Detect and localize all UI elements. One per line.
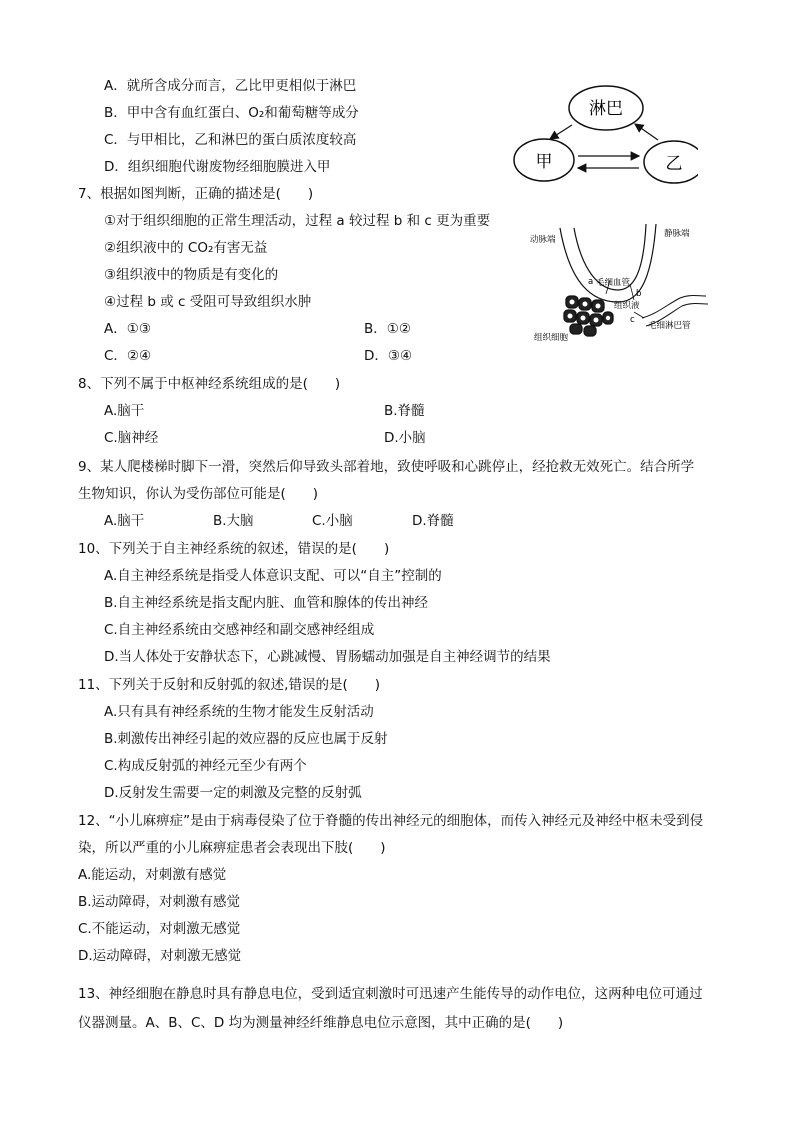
c-label: c (630, 315, 635, 325)
q11-option-a: A.只有具有神经系统的生物才能发生反射活动 (104, 704, 374, 720)
q11-option-c: C.构成反射弧的神经元至少有两个 (104, 758, 307, 774)
q10-option-d: D.当人体处于安静状态下，心跳减慢、胃肠蠕动加强是自主神经调节的结果 (104, 649, 551, 665)
q8-option-c: C.脑神经 (104, 430, 159, 446)
tissue-cells-cluster (564, 296, 613, 336)
arrow-yi-to-lymph (635, 124, 658, 140)
q12-stem-line1: 12、“小儿麻痹症”是由于病毒侵染了位于脊髓的传出神经元的细胞体，而传入神经元及神经中枢未受到侵 (78, 813, 704, 829)
q9-stem-line2: 生物知识，你认为受伤部位可能是( ) (78, 486, 319, 502)
q7-statement-1: ①对于组织细胞的正常生理活动，过程 a 较过程 b 和 c 更为重要 (104, 213, 491, 229)
arrow-lymph-to-jia (550, 125, 572, 139)
q6-option-c: C．与甲相比，乙和淋巴的蛋白质浓度较高 (104, 132, 357, 148)
q8-stem: 8、下列不属于中枢神经系统组成的是( ) (78, 376, 341, 392)
tissue-cells-label: 组织细胞 (534, 333, 569, 343)
q7-statement-3: ③组织液中的物质是有变化的 (104, 267, 279, 283)
yi-label: 乙 (665, 154, 683, 174)
q7-statement-2: ②组织液中的 CO₂有害无益 (104, 240, 268, 256)
q7-option-a: A．①③ (104, 321, 151, 337)
q9-option-a: A.脑干 (104, 513, 145, 529)
q7-stem: 7、根据如图判断，正确的描述是( ) (78, 186, 314, 202)
q12-option-a: A.能运动，对刺激有感觉 (78, 867, 227, 883)
q12-option-d: D.运动障碍，对刺激无感觉 (78, 948, 242, 964)
lymph-label: 淋巴 (589, 99, 623, 119)
q8-option-d: D.小脑 (384, 430, 426, 446)
q9-stem-line1: 9、某人爬楼梯时脚下一滑，突然后仰导致头部着地，致使呼吸和心跳停止，经抢救无效死亡。结合所学 (78, 459, 695, 475)
q10-stem: 10、下列关于自主神经系统的叙述，错误的是( ) (78, 541, 390, 557)
b-label: b (636, 289, 642, 299)
q9-option-b: B.大脑 (213, 513, 254, 529)
q7-option-d: D．③④ (364, 348, 413, 364)
q10-option-a: A.自主神经系统是指受人体意识支配、可以“自主”控制的 (104, 568, 442, 584)
q8-option-b: B.脊髓 (384, 403, 425, 419)
q7-option-c: C．②④ (104, 348, 152, 364)
q7-option-b: B．①② (364, 321, 411, 337)
q12-stem-line2: 染，所以严重的小儿麻痹症患者会表现出下肢( ) (78, 840, 386, 856)
capillary-label: 毛细血管 (596, 278, 631, 288)
q12-option-b: B.运动障碍，对刺激有感觉 (78, 894, 241, 910)
q9-option-d: D.脊髓 (412, 513, 454, 529)
q6-option-d: D．组织细胞代谢废物经细胞膜进入甲 (104, 159, 331, 175)
capillary-diagram (522, 214, 722, 346)
q13-stem-line2: 仪器测量。A、B、C、D 均为测量神经纤维静息电位示意图，其中正确的是( ) (78, 1015, 564, 1031)
q11-option-b: B.刺激传出神经引起的效应器的反应也属于反射 (104, 731, 388, 747)
tissue-fluid-label: 组织液 (614, 301, 640, 311)
q8-option-a: A.脑干 (104, 403, 145, 419)
vein-end-label: 静脉端 (664, 229, 690, 239)
a-label: a (588, 277, 594, 287)
q13-stem-line1: 13、神经细胞在静息时具有静息电位，受到适宜刺激时可迅速产生能传导的动作电位，这两种电位可通过 (78, 986, 703, 1002)
q12-option-c: C.不能运动，对刺激无感觉 (78, 921, 241, 937)
lymph-capillary-label: 毛细淋巴管 (648, 321, 691, 331)
body-fluid-diagram (508, 80, 698, 190)
lymph-capillary-top (642, 296, 706, 319)
q9-option-c: C.小脑 (312, 513, 353, 529)
q11-stem: 11、下列关于反射和反射弧的叙述,错误的是( ) (78, 677, 381, 693)
artery-end-label: 动脉端 (530, 235, 556, 245)
q11-option-d: D.反射发生需要一定的刺激及完整的反射弧 (104, 785, 362, 801)
q10-option-c: C.自主神经系统由交感神经和副交感神经组成 (104, 622, 375, 638)
q6-option-b: B．甲中含有血红蛋白、O₂和葡萄糖等成分 (104, 105, 359, 121)
jia-label: 甲 (535, 152, 553, 172)
q7-statement-4: ④过程 b 或 c 受阻可导致组织水肿 (104, 294, 312, 310)
q6-option-a: A．就所含成分而言，乙比甲更相似于淋巴 (104, 78, 357, 94)
q10-option-b: B.自主神经系统是指支配内脏、血管和腺体的传出神经 (104, 595, 429, 611)
